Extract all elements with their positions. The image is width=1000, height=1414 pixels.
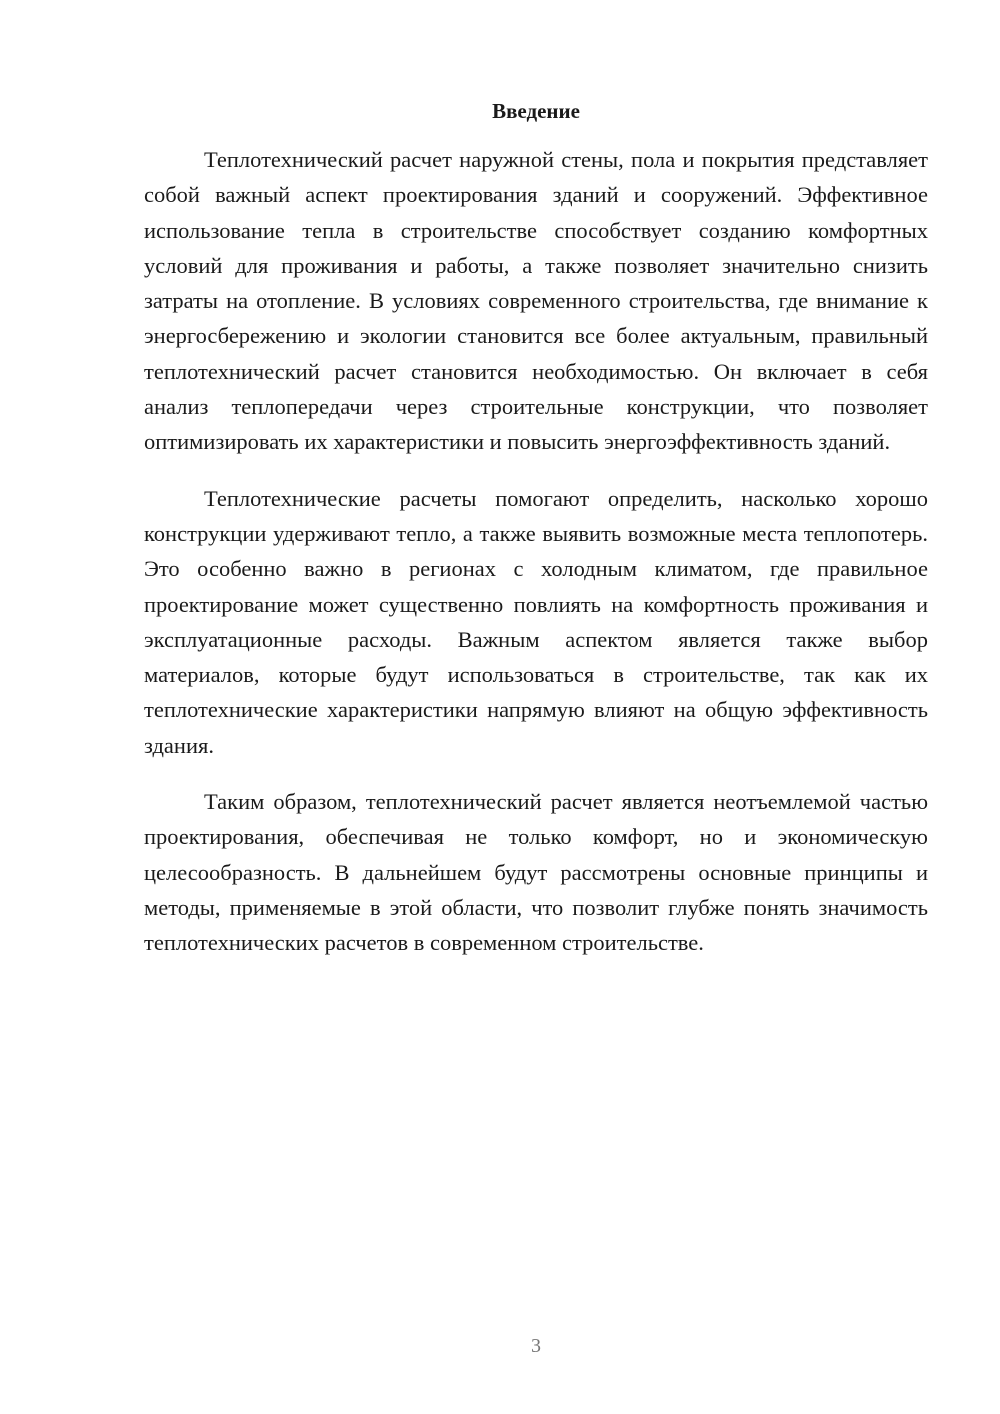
paragraph-1: Теплотехнический расчет наружной стены, пола и покрытия представляет собой важный аспект проектирования зданий и сооружений. Эффективное использование тепла в строительстве способствует созданию комфортных условий для проживания и работы, а также позволяет значительно снизить затраты на отопление. В условиях современного строительства, где внимание к энергосбережению и экологии становится все более актуальным, правильный теплотехнический расчет становится необходимостью. Он включает в себя анализ теплопередачи через строительные конструкции, что позволяет оптимизировать их характеристики и повысить энергоэффективность зданий. (144, 147, 928, 455)
body-text (144, 142, 928, 961)
section-heading: Введение (492, 99, 580, 123)
paragraph-3: Таким образом, теплотехнический расчет является неотъемлемой частью проектирования, обеспечивая не только комфорт, но и экономическую целесообразность. В дальнейшем будут рассмотрены основные принципы и методы, применяемые в этой области, что позволит глубже понять значимость теплотехнических расчетов в современном строительстве. (144, 789, 928, 956)
page-number: 3 (531, 1335, 541, 1357)
paragraph-2: Теплотехнические расчеты помогают определить, насколько хорошо конструкции удерживают тепло, а также выявить возможные места теплопотерь. Это особенно важно в регионах с холодным климатом, где правильное проектирование может существенно повлиять на комфортность проживания и эксплуатационные расходы. Важным аспектом является также выбор материалов, которые будут использоваться в строительстве, так как их теплотехнические характеристики напрямую влияют на общую эффективность здания. (144, 485, 928, 758)
